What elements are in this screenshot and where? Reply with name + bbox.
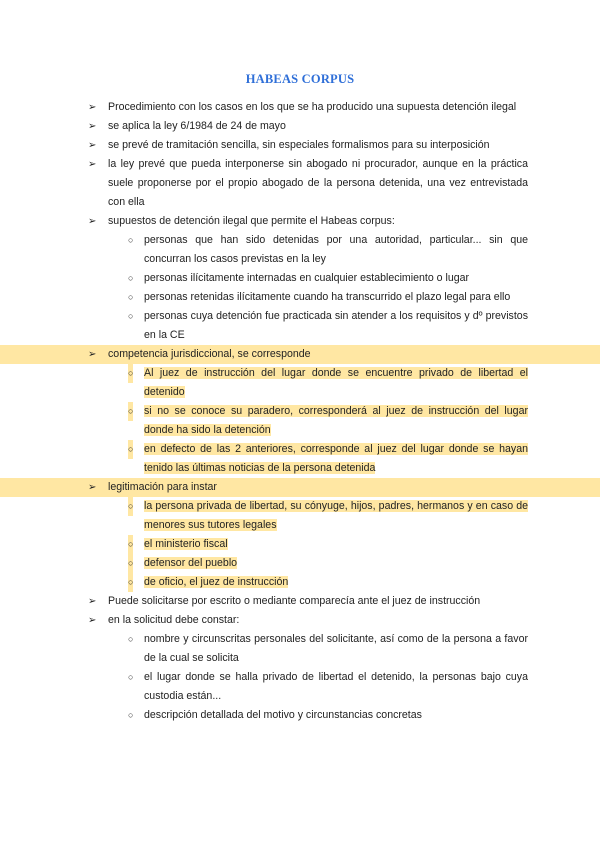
circle-bullet-icon: ○ [128,292,134,302]
list-item: ➢ se aplica la ley 6/1984 de 24 de mayo [0,117,600,136]
sub-list-item: ○ personas cuya detención fue practicada sin atender a los requisitos y dº previstos en la CE [0,307,600,345]
sub-list-item: ○ descripción detallada del motivo y circunstancias concretas [0,706,600,725]
circle-bullet-icon: ○ [128,364,133,383]
arrow-bullet-icon: ➢ [88,596,97,607]
sub-list-item-highlighted: ○ defensor del pueblo [0,554,600,573]
list-item: ➢ Puede solicitarse por escrito o mediante comparecía ante el juez de instrucción [0,592,600,611]
list-item-highlighted: ➢ legitimación para instar [0,478,600,497]
arrow-bullet-icon: ➢ [88,102,97,113]
circle-bullet-icon: ○ [128,554,133,573]
sub-list-item: ○ personas ilícitamente internadas en cualquier establecimiento o lugar [0,269,600,288]
bullet-list [0,98,600,725]
circle-bullet-icon: ○ [128,273,134,283]
sub-list-item-highlighted: ○ Al juez de instrucción del lugar donde se encuentre privado de libertad el detenido [0,364,600,402]
arrow-bullet-icon: ➢ [88,121,97,132]
sub-list-item: ○ el lugar donde se halla privado de libertad el detenido, la personas bajo cuya custodia están... [0,668,600,706]
list-item-highlighted: ➢ competencia jurisdiccional, se corresponde [0,345,600,364]
arrow-bullet-icon: ➢ [88,482,97,493]
arrow-bullet-icon: ➢ [88,159,97,170]
sub-list-item: ○ nombre y circunscritas personales del solicitante, así como de la persona a favor de la cual se solicita [0,630,600,668]
sub-list-item-highlighted: ○ de oficio, el juez de instrucción [0,573,600,592]
circle-bullet-icon: ○ [128,710,134,720]
circle-bullet-icon: ○ [128,573,133,592]
circle-bullet-icon: ○ [128,235,134,245]
sub-list-item-highlighted: ○ la persona privada de libertad, su cónyuge, hijos, padres, hermanos y en caso de menores sus tutores legales [0,497,600,535]
circle-bullet-icon: ○ [128,440,133,459]
sub-list-item-highlighted: ○ el ministerio fiscal [0,535,600,554]
circle-bullet-icon: ○ [128,402,133,421]
arrow-bullet-icon: ➢ [88,349,97,360]
list-item: ➢ Procedimiento con los casos en los que se ha producido una supuesta detención ilegal [0,98,600,117]
list-item: ➢ en la solicitud debe constar: [0,611,600,630]
arrow-bullet-icon: ➢ [88,615,97,626]
list-item: ➢ la ley prevé que pueda interponerse sin abogado ni procurador, aunque en la práctica suele proponerse por el propio abogado de la persona detenida, una vez entrevistada con ella [0,155,600,212]
sub-list-item: ○ personas retenidas ilícitamente cuando ha transcurrido el plazo legal para ello [0,288,600,307]
circle-bullet-icon: ○ [128,311,134,321]
circle-bullet-icon: ○ [128,634,134,644]
page-title: HABEAS CORPUS [245,72,355,86]
arrow-bullet-icon: ➢ [88,140,97,151]
sub-list-item: ○ personas que han sido detenidas por una autoridad, particular... sin que concurran los casos previstas en la ley [0,231,600,269]
sub-list-item-highlighted: ○ en defecto de las 2 anteriores, corresponde al juez del lugar donde se hayan tenido las últimas noticias de la persona detenida [0,440,600,478]
circle-bullet-icon: ○ [128,672,134,682]
circle-bullet-icon: ○ [128,497,133,516]
sub-list-item-highlighted: ○ si no se conoce su paradero, corresponderá al juez de instrucción del lugar donde ha sido la detención [0,402,600,440]
circle-bullet-icon: ○ [128,535,133,554]
list-item: ➢ supuestos de detención ilegal que permite el Habeas corpus: [0,212,600,231]
list-item: ➢ se prevé de tramitación sencilla, sin especiales formalismos para su interposición [0,136,600,155]
arrow-bullet-icon: ➢ [88,216,97,227]
